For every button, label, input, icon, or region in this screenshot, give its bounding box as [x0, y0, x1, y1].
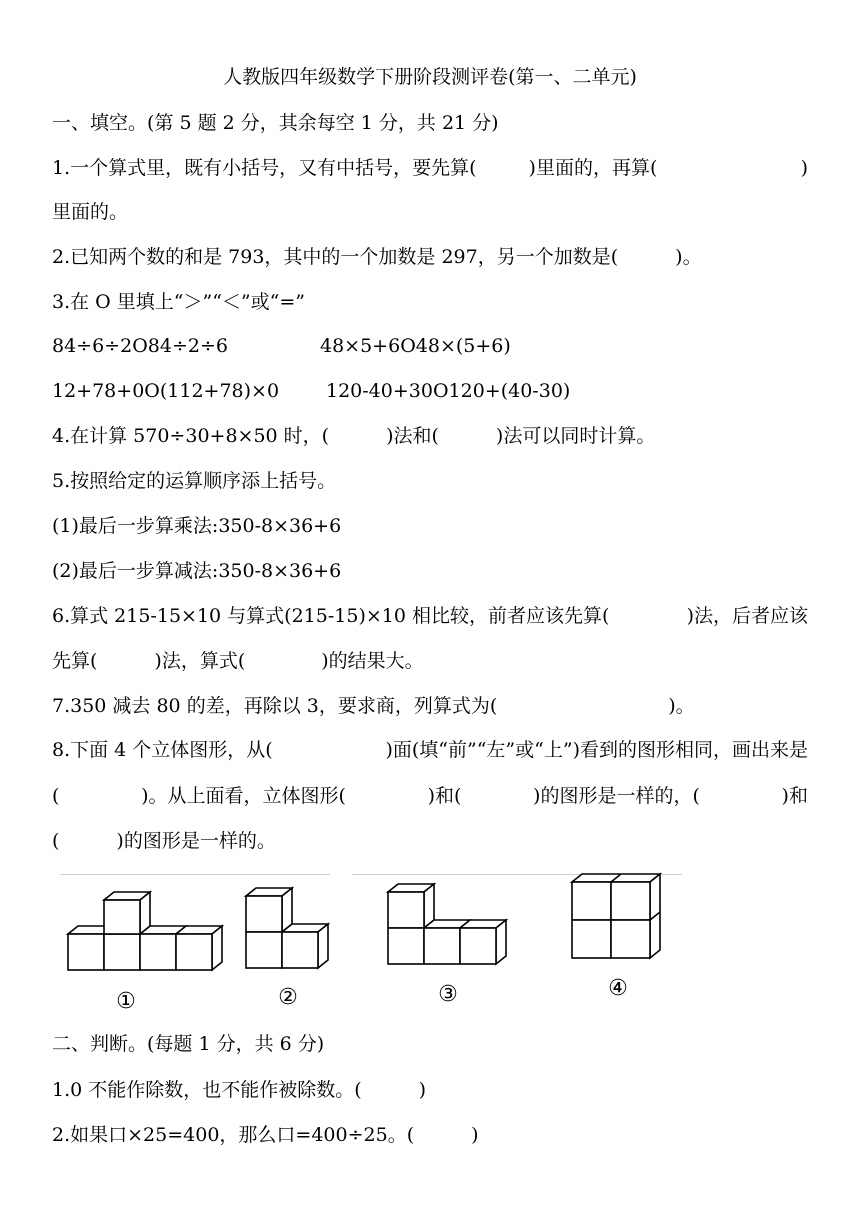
question-1-line1	[52, 155, 808, 181]
figures-svg	[52, 862, 808, 1022]
figure-3	[388, 884, 506, 964]
question-5-2: (2)最后一步算减法:350-8×36+6	[52, 560, 342, 582]
question-8-line1	[52, 737, 808, 763]
figure-label-2: ②	[278, 985, 298, 1010]
q6-part-b: )法，后者应该	[686, 605, 808, 627]
section1-heading: 一、填空。(第 5 题 2 分，其余每空 1 分，共 21 分)	[52, 112, 499, 134]
question-8-line2	[52, 783, 808, 809]
q6-part-a: 6.算式 215-15×10 与算式(215-15)×10 相比较，前者应该先算(	[52, 605, 610, 627]
question-5-1: (1)最后一步算乘法:350-8×36+6	[52, 515, 342, 537]
figure-1	[68, 892, 222, 970]
question-6-line1	[52, 603, 808, 629]
figure-2	[246, 888, 328, 968]
q3-row2-col2: 120-40+30O120+(40-30)	[326, 380, 571, 402]
question-2: 2.已知两个数的和是 793，其中的一个加数是 297，另一个加数是( )。	[52, 246, 702, 268]
question-4: 4.在计算 570÷30+8×50 时，( )法和( )法可以同时计算。	[52, 425, 656, 447]
question-3: 3.在 O 里填上“＞”“＜”或“=”	[52, 291, 305, 313]
judge-question-2: 2.如果口×25=400，那么口=400÷25。( )	[52, 1124, 479, 1146]
question-3-row1	[52, 333, 228, 359]
question-6-line2: 先算( )法，算式( )的结果大。	[52, 650, 424, 672]
figure-label-4: ④	[608, 976, 628, 1001]
judge-question-1: 1.0 不能作除数，也不能作被除数。( )	[52, 1079, 427, 1101]
question-8-line3: ( )的图形是一样的。	[52, 830, 276, 852]
question-1-line2: 里面的。	[52, 201, 129, 223]
q1-part-a: 1.一个算式里，既有小括号，又有中括号，要先算( )里面的，再算(	[52, 157, 658, 179]
q3-row1-col1: 84÷6÷2O84÷2÷6	[52, 335, 228, 357]
q3-row2-col1: 12+78+0O(112+78)×0	[52, 380, 280, 402]
q8-part-b4: )的图形是一样的，(	[533, 785, 700, 807]
page-title: 人教版四年级数学下册阶段测评卷(第一、二单元)	[223, 66, 637, 88]
question-5: 5.按照给定的运算顺序添上括号。	[52, 470, 337, 492]
q8-part-a1: 8.下面 4 个立体图形，从(	[52, 739, 273, 761]
question-7: 7.350 减去 80 的差，再除以 3，要求商，列算式为( )。	[52, 695, 695, 717]
q8-part-b3: )和(	[427, 785, 462, 807]
q3-row1-col2: 48×5+6O48×(5+6)	[320, 335, 511, 357]
q8-part-b2: )。从上面看，立体图形(	[141, 785, 346, 807]
figure-label-3: ③	[438, 982, 458, 1007]
solid-figures	[52, 862, 808, 1022]
q8-part-b5: )和	[781, 785, 808, 807]
q8-part-b1: (	[52, 785, 60, 807]
figure-label-1: ①	[116, 989, 136, 1014]
section2-heading: 二、判断。(每题 1 分，共 6 分)	[52, 1033, 325, 1055]
q8-part-a2: )面(填“前”“左”或“上”)看到的图形相同，画出来是	[385, 739, 808, 761]
q1-part-c: )	[800, 157, 808, 179]
figure-4	[572, 874, 660, 958]
